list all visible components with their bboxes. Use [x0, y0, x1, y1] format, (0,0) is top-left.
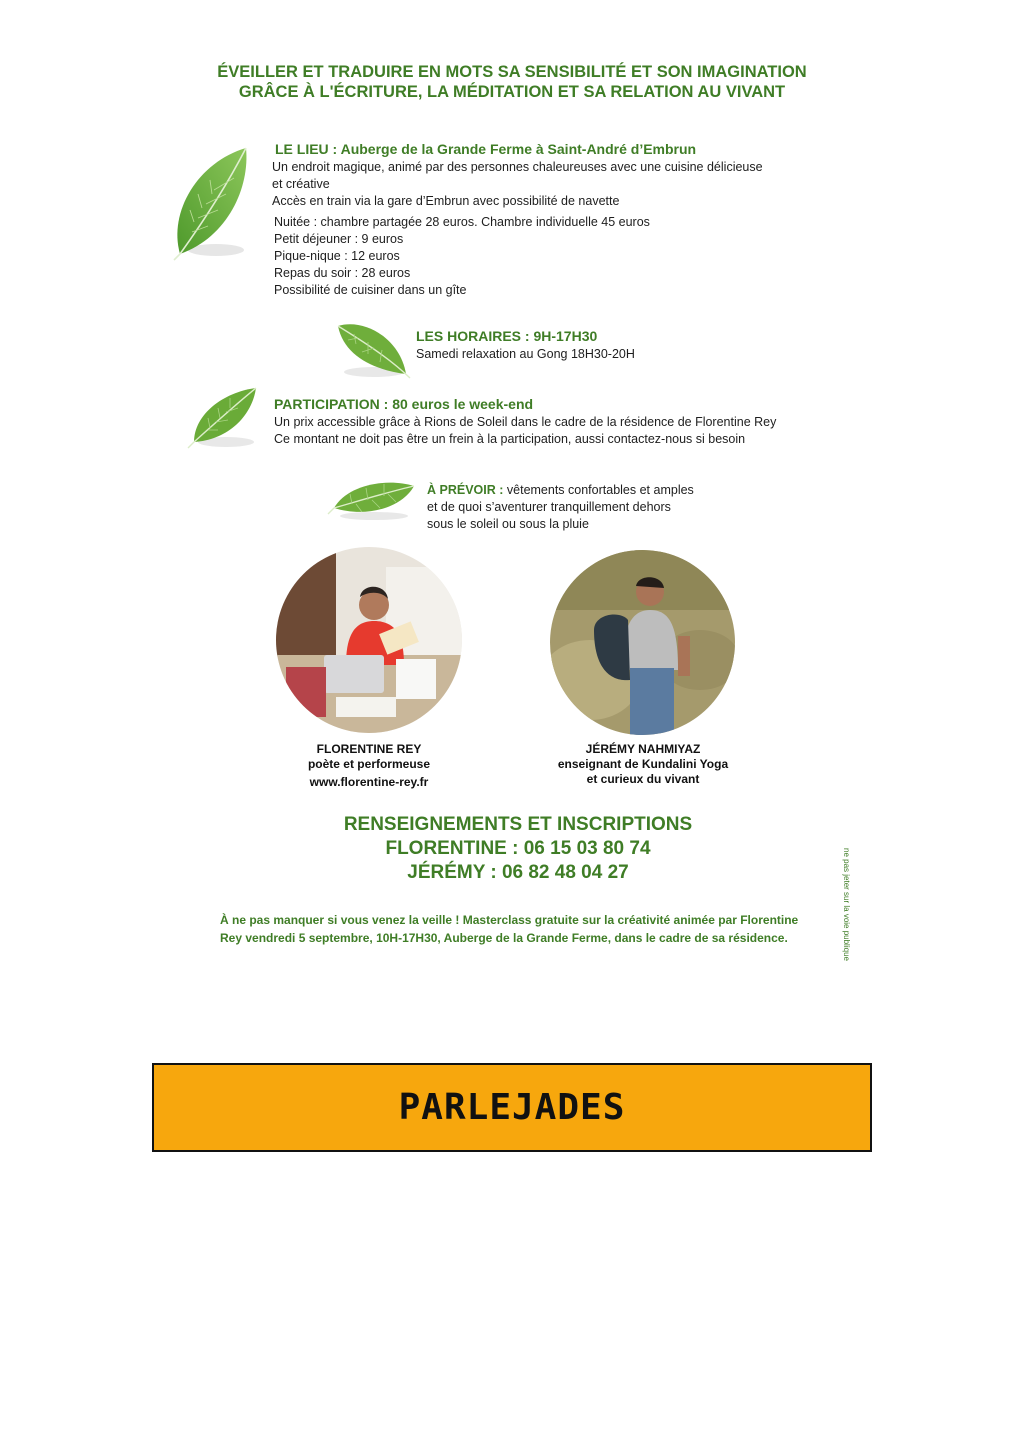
headline: [0, 62, 1024, 102]
lieu-line: Possibilité de cuisiner dans un gîte: [274, 283, 467, 297]
masterclass-note: [220, 912, 840, 947]
vertical-notice: [839, 848, 853, 983]
lieu-line: Pique-nique : 12 euros: [274, 249, 400, 263]
lieu-line: Nuitée : chambre partagée 28 euros. Chambre individuelle 45 euros: [274, 215, 650, 229]
florentine-photo: [276, 547, 462, 733]
lieu-prices: [274, 214, 794, 299]
website-link[interactable]: www.florentine-rey.fr: [309, 775, 429, 789]
lieu-line: et créative: [272, 177, 330, 191]
horaires-line: Samedi relaxation au Gong 18H30-20H: [416, 347, 635, 361]
prevoir-line: sous le soleil ou sous la pluie: [427, 517, 589, 531]
participation-line: Ce montant ne doit pas être un frein à la participation, aussi contactez-nous si besoin: [274, 432, 746, 446]
prevoir-line: et de quoi s’aventurer tranquillement dehors: [427, 500, 671, 514]
prevoir-block: [427, 482, 747, 533]
contact-title: RENSEIGNEMENTS ET INSCRIPTIONS: [343, 814, 693, 835]
parlejades-banner: [152, 1063, 872, 1152]
headline-line-1: ÉVEILLER ET TRADUIRE EN MOTS SA SENSIBILITÉ ET SON IMAGINATION: [217, 63, 807, 81]
jeremy-caption: [538, 742, 748, 787]
lieu-line: Accès en train via la gare d’Embrun avec possibilité de navette: [272, 194, 620, 208]
prevoir-line: vêtements confortables et amples: [506, 483, 694, 497]
participation-description: [274, 414, 834, 448]
person-role: poète et performeuse: [307, 757, 431, 771]
lieu-line: Petit déjeuner : 9 euros: [274, 232, 404, 246]
phone-florentine[interactable]: FLORENTINE : 06 15 03 80 74: [385, 838, 651, 859]
horaires-title: LES HORAIRES : 9H-17H30: [416, 328, 598, 344]
banner-title: PARLEJADES: [398, 1087, 626, 1128]
contact-block: [0, 813, 1024, 885]
lieu-line: Un endroit magique, animé par des personnes chaleureuses avec une cuisine délicieuse: [272, 160, 763, 174]
leaf-icon: [184, 384, 264, 452]
lieu-title: LE LIEU : Auberge de la Grande Ferme à Saint-André d’Embrun: [275, 141, 697, 157]
participation-line: Un prix accessible grâce à Rions de Soleil dans le cadre de la résidence de Florentine Rey: [274, 415, 777, 429]
note-line: À ne pas manquer si vous venez la veille ! Masterclass gratuite sur la créativité animée par Florentine: [220, 913, 799, 927]
person-name: JÉRÉMY NAHMIYAZ: [585, 742, 701, 756]
person-role: enseignant de Kundalini Yoga: [557, 757, 729, 771]
participation-title: PARTICIPATION : 80 euros le week-end: [274, 396, 534, 412]
jeremy-photo: [550, 550, 735, 735]
vertical-notice-text: ne pas jeter sur la voie publique: [842, 848, 851, 961]
note-line: Rey vendredi 5 septembre, 10H-17H30, Auberge de la Grande Ferme, dans le cadre de sa résidence.: [220, 930, 788, 945]
florentine-caption: [264, 742, 474, 790]
headline-line-2: GRÂCE À L'ÉCRITURE, LA MÉDITATION ET SA RELATION AU VIVANT: [238, 83, 786, 101]
person-extra: et curieux du vivant: [586, 772, 700, 786]
phone-jeremy[interactable]: JÉRÉMY : 06 82 48 04 27: [407, 862, 629, 883]
leaf-icon: [168, 142, 258, 267]
leaf-icon: [334, 318, 414, 380]
prevoir-label: À PRÉVOIR :: [427, 483, 504, 497]
leaf-icon: [326, 474, 418, 522]
lieu-description: [272, 159, 812, 210]
person-name: FLORENTINE REY: [316, 742, 422, 756]
lieu-line: Repas du soir : 28 euros: [274, 266, 411, 280]
